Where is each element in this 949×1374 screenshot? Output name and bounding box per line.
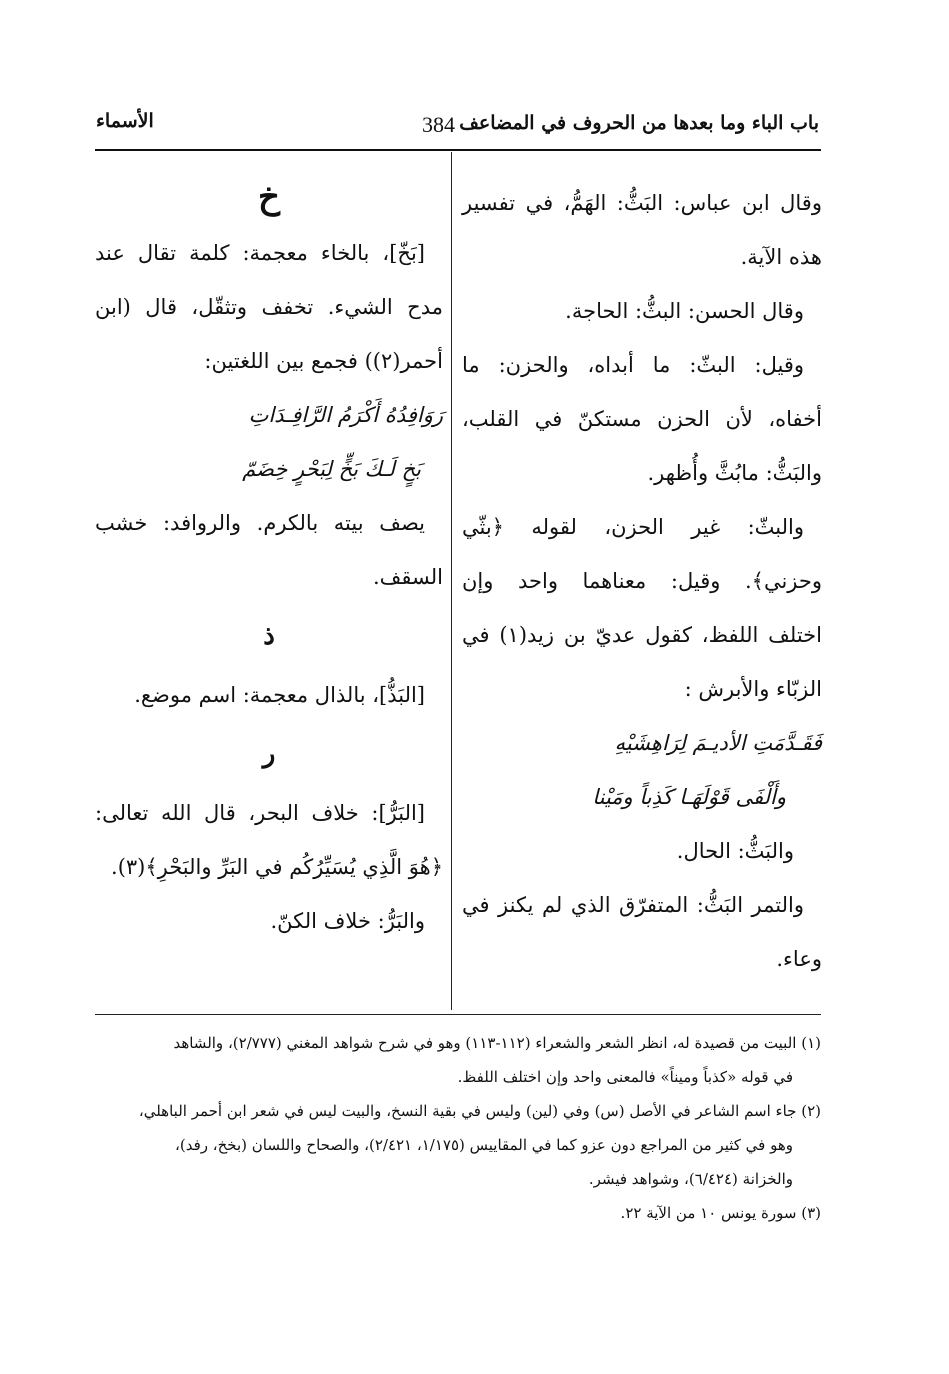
text-line: والبَثُّ: مابُثَّ وأُظهر. xyxy=(647,461,822,485)
text-line: الزبّاء والأبرش : xyxy=(684,677,822,701)
poem-hemistich: فَقَـدَّمَتِ الأديـمَ لِرَاهِشَيْهِ xyxy=(614,731,822,755)
footnote-line: (٣) سورة يونس ١٠ من الآية ٢٢. xyxy=(620,1204,821,1222)
poem-hemistich: بَخٍ لَـكَ بَخٍّ لِبَحْرٍ خِضَمّ xyxy=(242,457,421,481)
text-line: والبَثُّ: الحال. xyxy=(676,839,794,863)
footnotes xyxy=(95,1026,821,1230)
section-letter-kha: خ xyxy=(258,177,280,217)
text-line: وقيل: البثّ: ما أبداه، والحزن: ما xyxy=(462,353,804,377)
text-line: وقال الحسن: البثُّ: الحاجة. xyxy=(565,299,804,323)
footnote-line: والخزانة (٦/٤٢٤)، وشواهد فيشر. xyxy=(588,1170,793,1188)
text-line: هذه الآية. xyxy=(740,245,822,269)
text-line: والتمر البَثُّ: المتفرّق الذي لم يكنز في xyxy=(462,893,804,917)
text-line: وحزني﴾. وقيل: معناهما واحد وإن xyxy=(462,569,822,593)
left-column xyxy=(95,176,443,948)
section-letter-dhal: ذ xyxy=(263,621,275,651)
footnote-line: في قوله «كذباً وميناً» فالمعنى واحد وإن اختلف اللفظ. xyxy=(457,1068,793,1086)
entry-line: [البَرُّ]: خلاف البحر، قال الله تعالى: xyxy=(95,801,425,825)
text-line: والبثّ: غير الحزن، لقوله ﴿بثّي xyxy=(462,515,804,539)
entry-line: والبَرُّ: خلاف الكنّ. xyxy=(270,909,425,933)
poem-hemistich: رَوَافِدُهُ أَكْرَمُ الرَّافِـدَاتِ xyxy=(248,403,443,427)
footnote-rule xyxy=(95,1014,821,1015)
footnote-line: وهو في كثير من المراجع دون عزو كما في المقاييس (١/١٧٥، ٢/٤٢١)، والصحاح واللسان (بخخ، رفد)، xyxy=(175,1136,793,1154)
entry-line: [البَذُّ]، بالذال معجمة: اسم موضع. xyxy=(134,683,425,707)
text-line: وعاء. xyxy=(776,947,822,971)
poem-hemistich: وأَلْفَى قَوْلَهَـا كَذِباً ومَيْنا xyxy=(592,785,786,809)
entry-line: السقف. xyxy=(372,565,443,589)
text-line: وقال ابن عباس: البَثُّ: الهَمُّ، في تفسير xyxy=(462,191,822,215)
quran-verse: ﴿هُوَ الَّذِي يُسَيِّرُكُم في البَرِّ والبَحْرِ﴾(٣). xyxy=(111,855,443,879)
entry-line: [بَخّ]، بالخاء معجمة: كلمة تقال عند xyxy=(95,241,425,265)
entry-line: مدح الشيء. تخفف وتثقّل، قال (ابن xyxy=(95,295,443,319)
footnote-line: (٢) جاء اسم الشاعر في الأصل (س) وفي (لين) وليس في بقية النسخ، والبيت ليس في شعر ابن أحمر الباهلي، xyxy=(138,1102,821,1120)
entry-line: أحمر(٢)) فجمع بين اللغتين: xyxy=(204,349,443,373)
section-title: الأسماء xyxy=(96,110,154,132)
right-column xyxy=(462,176,822,986)
section-letter-ra: ر xyxy=(262,739,276,769)
footnote-line: (١) البيت من قصيدة له، انظر الشعر والشعراء (١١٢-١١٣) وهو في شرح شواهد المغني (٢/٧٧٧)، والشاهد xyxy=(173,1034,821,1052)
chapter-title: باب الباء وما بعدها من الحروف في المضاعف xyxy=(459,112,819,134)
text-line: أخفاه، لأن الحزن مستكنّ في القلب، xyxy=(462,407,822,431)
text-line: اختلف اللفظ، كقول عديّ بن زيد(١) في xyxy=(462,623,822,647)
header-rule xyxy=(95,149,821,151)
column-divider xyxy=(451,152,452,1010)
page-number: 384 xyxy=(422,112,455,137)
entry-line: يصف بيته بالكرم. والروافد: خشب xyxy=(95,511,425,535)
